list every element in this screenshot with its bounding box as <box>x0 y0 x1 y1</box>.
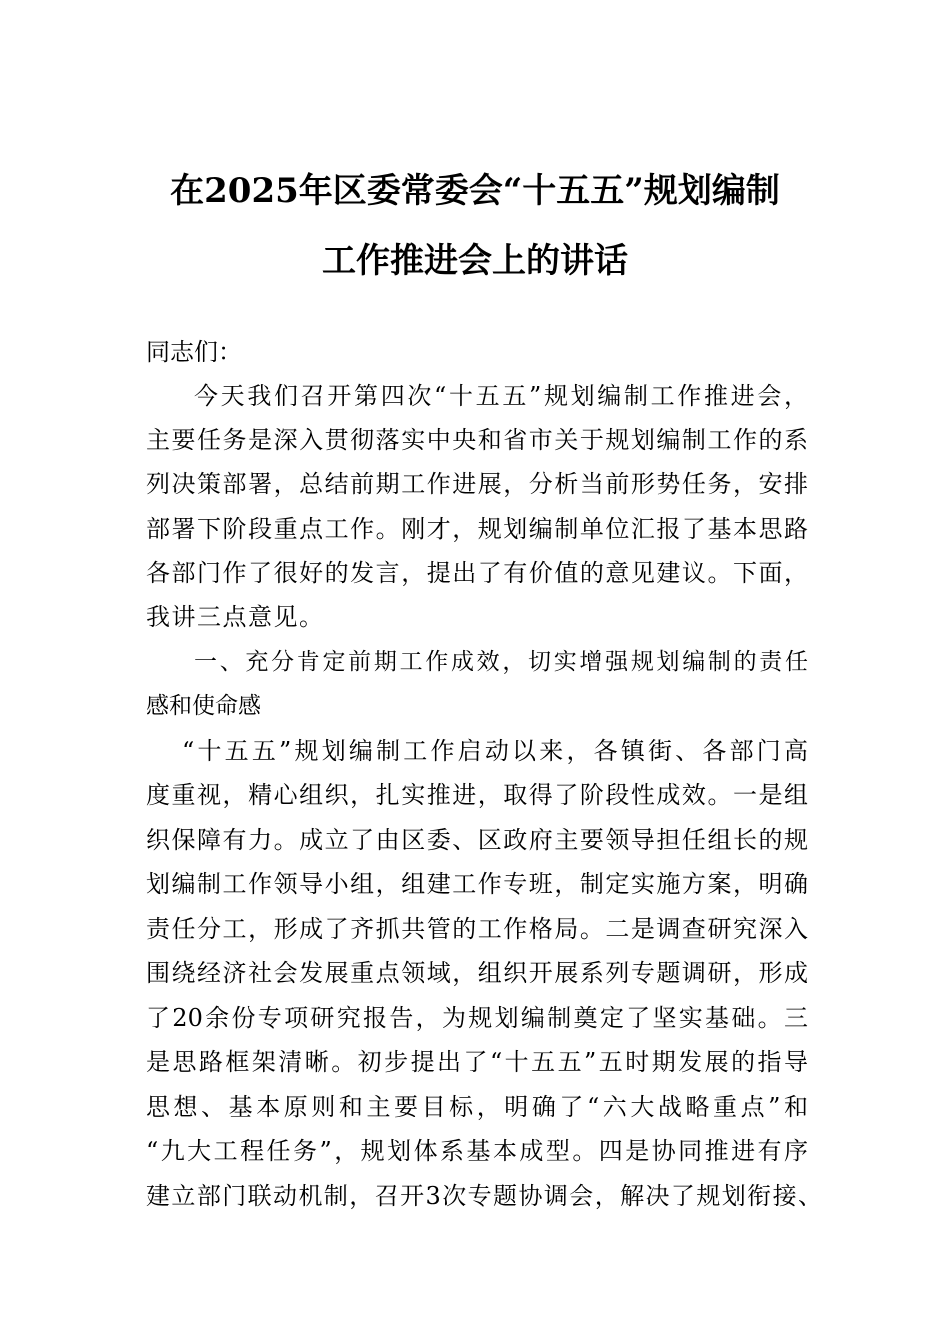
document-title-line-1: 在2025年区委常委会“十五五”规划编制 <box>170 171 780 211</box>
paragraph-line: 是思路框架清晰。初步提出了“十五五”五时期发展的指导 <box>146 1048 808 1076</box>
paragraph-line: “十五五”规划编制工作启动以来，各镇街、各部门高 <box>182 737 808 765</box>
paragraph-line: 我讲三点意见。 <box>146 603 325 631</box>
paragraph-line: 建立部门联动机制，召开3次专题协调会，解决了规划衔接、 <box>146 1182 822 1210</box>
section-heading-line: 感和使命感 <box>146 693 261 719</box>
paragraph-line: 度重视，精心组织，扎实推进，取得了阶段性成效。一是组 <box>146 781 808 809</box>
paragraph-line: “九大工程任务”，规划体系基本成型。四是协同推进有序 <box>146 1137 808 1165</box>
paragraph-line: 划编制工作领导小组，组建工作专班，制定实施方案，明确 <box>146 870 808 898</box>
paragraph-line: 部署下阶段重点工作。刚才，规划编制单位汇报了基本思路 <box>146 515 808 543</box>
paragraph-line: 责任分工，形成了齐抓共管的工作格局。二是调查研究深入 <box>146 915 808 943</box>
paragraph-line: 围绕经济社会发展重点领域，组织开展系列专题调研，形成 <box>146 959 808 987</box>
paragraph-line: 织保障有力。成立了由区委、区政府主要领导担任组长的规 <box>146 826 808 854</box>
paragraph-line: 主要任务是深入贯彻落实中央和省市关于规划编制工作的系 <box>146 426 808 454</box>
paragraph-line: 列决策部署，总结前期工作进展，分析当前形势任务，安排 <box>146 470 808 498</box>
salutation: 同志们： <box>146 338 242 366</box>
paragraph-line: 各部门作了很好的发言，提出了有价值的意见建议。下面， <box>146 559 808 587</box>
paragraph-line: 今天我们召开第四次“十五五”规划编制工作推进会， <box>194 382 808 410</box>
document-title-line-2: 工作推进会上的讲话 <box>322 241 628 281</box>
paragraph-line: 思想、基本原则和主要目标，明确了“六大战略重点”和 <box>146 1093 808 1121</box>
paragraph-line: 了20余份专项研究报告，为规划编制奠定了坚实基础。三 <box>146 1004 808 1032</box>
section-heading-line: 一、充分肯定前期工作成效，切实增强规划编制的责任 <box>194 649 808 675</box>
